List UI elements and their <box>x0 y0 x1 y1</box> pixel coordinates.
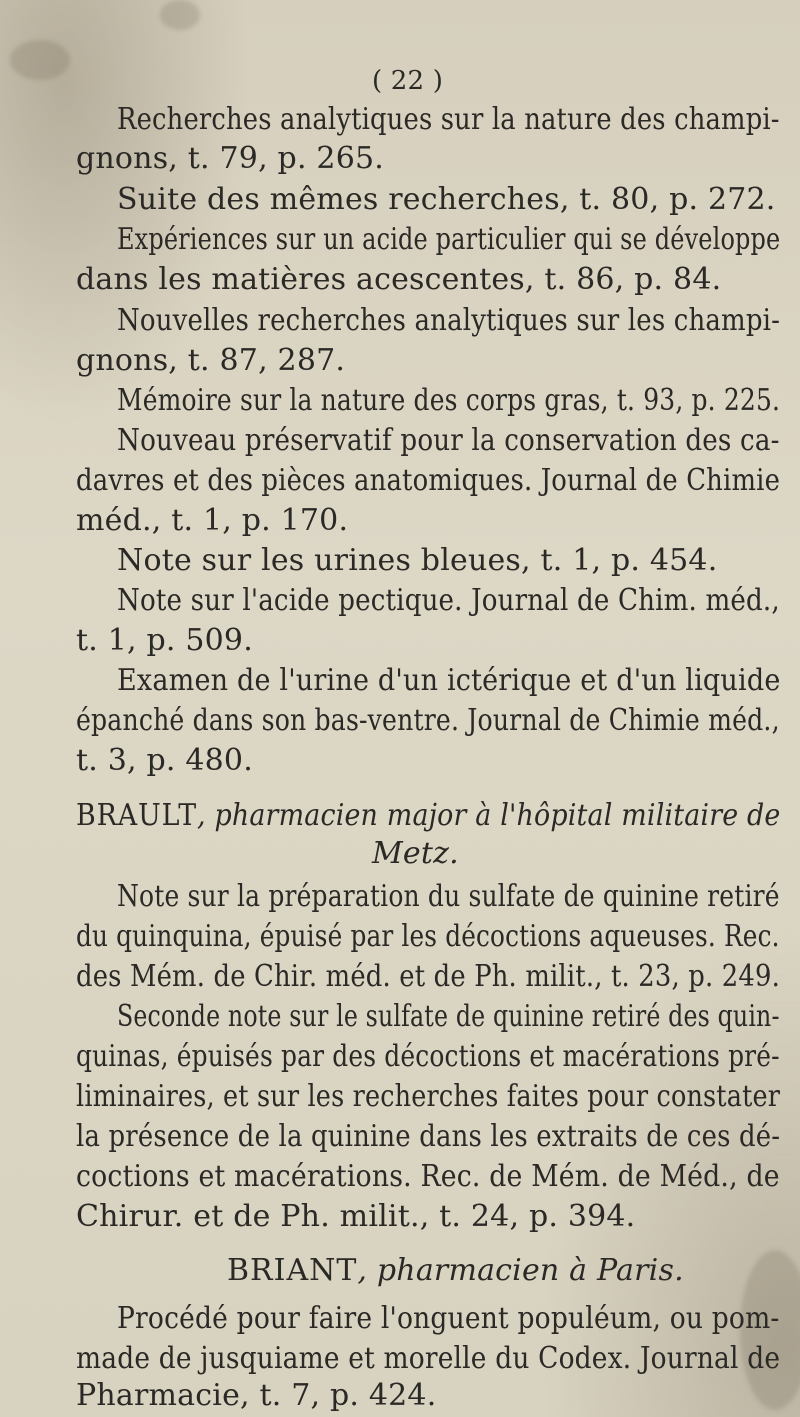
text-line: t. 3, p. 480. <box>76 743 253 778</box>
text-line: épanché dans son bas-ventre. Journal de Chimie méd., <box>76 703 780 738</box>
author-title: , pharmacien à Paris. <box>357 1253 684 1288</box>
text-line: quinas, épuisés par des décoctions et macérations pré- <box>76 1039 780 1074</box>
text-line: made de jusquiame et morelle du Codex. Journal de <box>76 1341 781 1376</box>
text-line: Pharmacie, t. 7, p. 424. <box>76 1378 437 1413</box>
text-line: Note sur la préparation du sulfate de quinine retiré <box>117 879 780 914</box>
text-line: Expériences sur un acide particulier qui se développe <box>117 222 781 257</box>
text-line: des Mém. de Chir. méd. et de Ph. milit., t. 23, p. 249. <box>76 959 780 994</box>
text-line: Chirur. et de Ph. milit., t. 24, p. 394. <box>76 1199 636 1234</box>
paper-stain <box>160 0 200 30</box>
text-line: méd., t. 1, p. 170. <box>76 503 349 538</box>
text-line: Mémoire sur la nature des corps gras, t. 93, p. 225. <box>117 383 781 418</box>
text-line: Note sur l'acide pectique. Journal de Chim. méd., <box>117 583 780 618</box>
author-name: BRIANT <box>227 1253 358 1288</box>
text-line: davres et des pièces anatomiques. Journal de Chimie <box>76 463 781 498</box>
author-heading <box>76 797 781 835</box>
page-number: ( 22 ) <box>372 66 444 96</box>
author-name: BRAULT <box>76 798 198 833</box>
text-line: Nouveau préservatif pour la conservation des ca- <box>117 423 780 458</box>
text-line: dans les matières acescentes, t. 86, p. 84. <box>76 262 722 297</box>
text-line: Suite des mêmes recherches, t. 80, p. 272. <box>117 182 776 217</box>
text-line: Note sur les urines bleues, t. 1, p. 454. <box>117 543 718 578</box>
text-line: Seconde note sur le sulfate de quinine retiré des quin- <box>117 999 780 1034</box>
text-line: Nouvelles recherches analytiques sur les champi- <box>117 303 781 338</box>
author-heading <box>227 1252 684 1290</box>
author-location: Metz. <box>372 836 459 871</box>
text-line: Recherches analytiques sur la nature des champi- <box>117 102 780 137</box>
author-title: , pharmacien major à l'hôpital militaire de <box>197 798 781 833</box>
text-line: t. 1, p. 509. <box>76 623 253 658</box>
text-line: coctions et macérations. Rec. de Mém. de Méd., de <box>76 1159 780 1194</box>
text-line: la présence de la quinine dans les extraits de ces dé- <box>76 1119 781 1154</box>
text-line: Procédé pour faire l'onguent populéum, ou pom- <box>117 1301 780 1336</box>
paper-stain <box>10 40 70 80</box>
text-line: du quinquina, épuisé par les décoctions aqueuses. Rec. <box>76 919 780 954</box>
text-line: liminaires, et sur les recherches faites pour constater <box>76 1079 781 1114</box>
text-line: gnons, t. 79, p. 265. <box>76 141 385 176</box>
text-line: Examen de l'urine d'un ictérique et d'un liquide <box>117 663 781 698</box>
text-line: gnons, t. 87, 287. <box>76 343 346 378</box>
